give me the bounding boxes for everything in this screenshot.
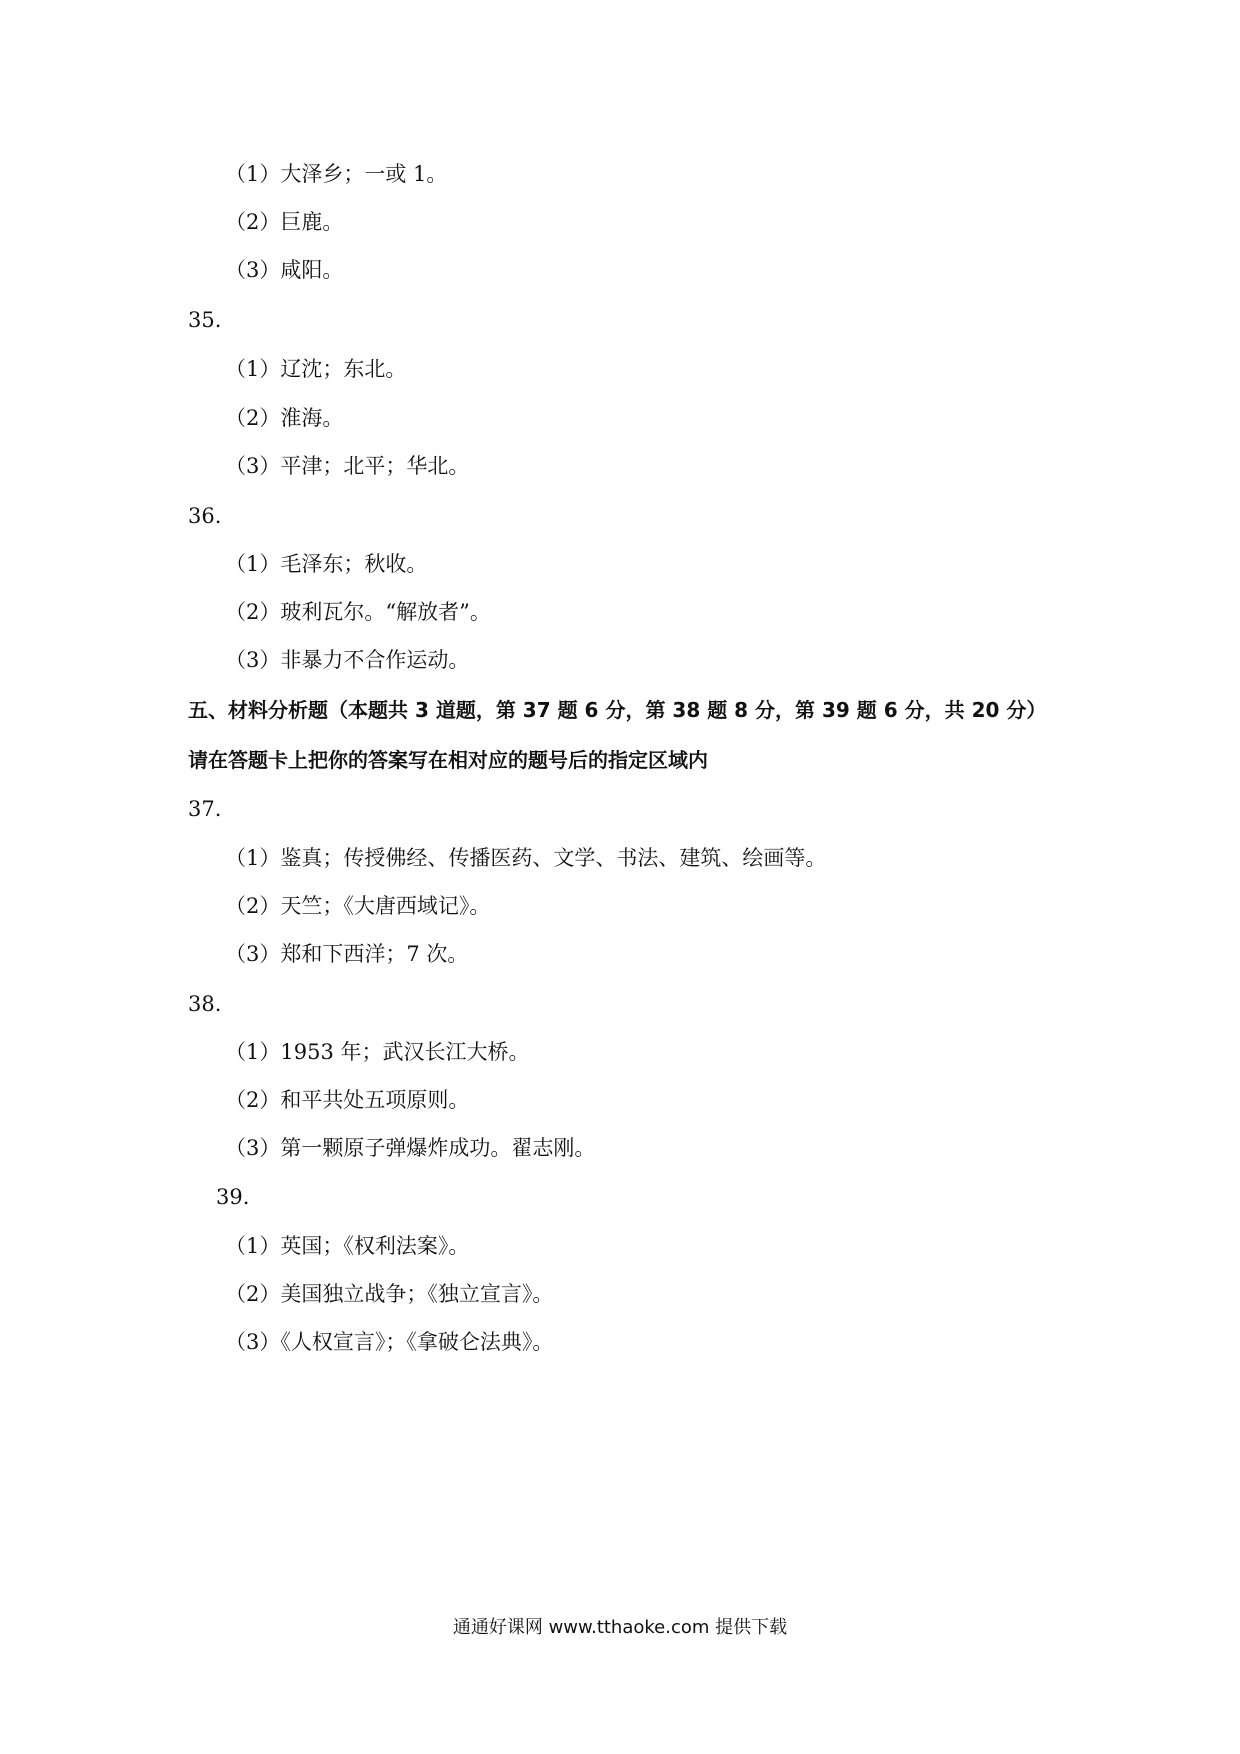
q34-answer-2: （2）巨鹿。 [225, 210, 344, 234]
q36-answer-1: （1）毛泽东；秋收。 [225, 552, 428, 576]
q39-number: 39. [216, 1185, 250, 1209]
q39-answer-2: （2）美国独立战争；《独立宣言》。 [225, 1282, 554, 1306]
q35-answer-3: （3）平津；北平；华北。 [225, 454, 470, 478]
q37-answer-1: （1）鉴真；传授佛经、传播医药、文学、书法、建筑、绘画等。 [225, 846, 827, 870]
footer-source-text: 通通好课网 www.tthaoke.com 提供下载 [452, 1617, 788, 1638]
q38-answer-1: （1）1953 年；武汉长江大桥。 [225, 1040, 530, 1064]
q39-answer-1: （1）英国；《权利法案》。 [225, 1234, 470, 1258]
q36-number: 36. [188, 504, 222, 528]
q35-answer-1: （1）辽沈；东北。 [225, 357, 407, 381]
q36-answer-3: （3）非暴力不合作运动。 [225, 648, 470, 672]
q37-answer-3: （3）郑和下西洋；7 次。 [225, 942, 469, 966]
q34-answer-1: （1）大泽乡；一或 1。 [225, 162, 448, 186]
q38-answer-2: （2）和平共处五项原则。 [225, 1088, 470, 1112]
q37-number: 37. [188, 797, 222, 821]
q34-answer-3: （3）咸阳。 [225, 258, 344, 282]
section5-instruction: 请在答题卡上把你的答案写在相对应的题号后的指定区域内 [188, 748, 708, 772]
q38-answer-3: （3）第一颗原子弹爆炸成功。翟志刚。 [225, 1136, 596, 1160]
q35-answer-2: （2）淮海。 [225, 406, 344, 430]
q38-number: 38. [188, 992, 222, 1016]
q36-answer-2: （2）玻利瓦尔。“解放者”。 [225, 600, 491, 624]
q39-answer-3: （3）《人权宣言》；《拿破仑法典》。 [225, 1330, 554, 1354]
q35-number: 35. [188, 308, 222, 332]
q37-answer-2: （2）天竺；《大唐西域记》。 [225, 894, 491, 918]
section5-title: 五、材料分析题（本题共 3 道题，第 37 题 6 分，第 38 题 8 分，第 39 题 6 分，共 20 分） [188, 698, 1047, 722]
